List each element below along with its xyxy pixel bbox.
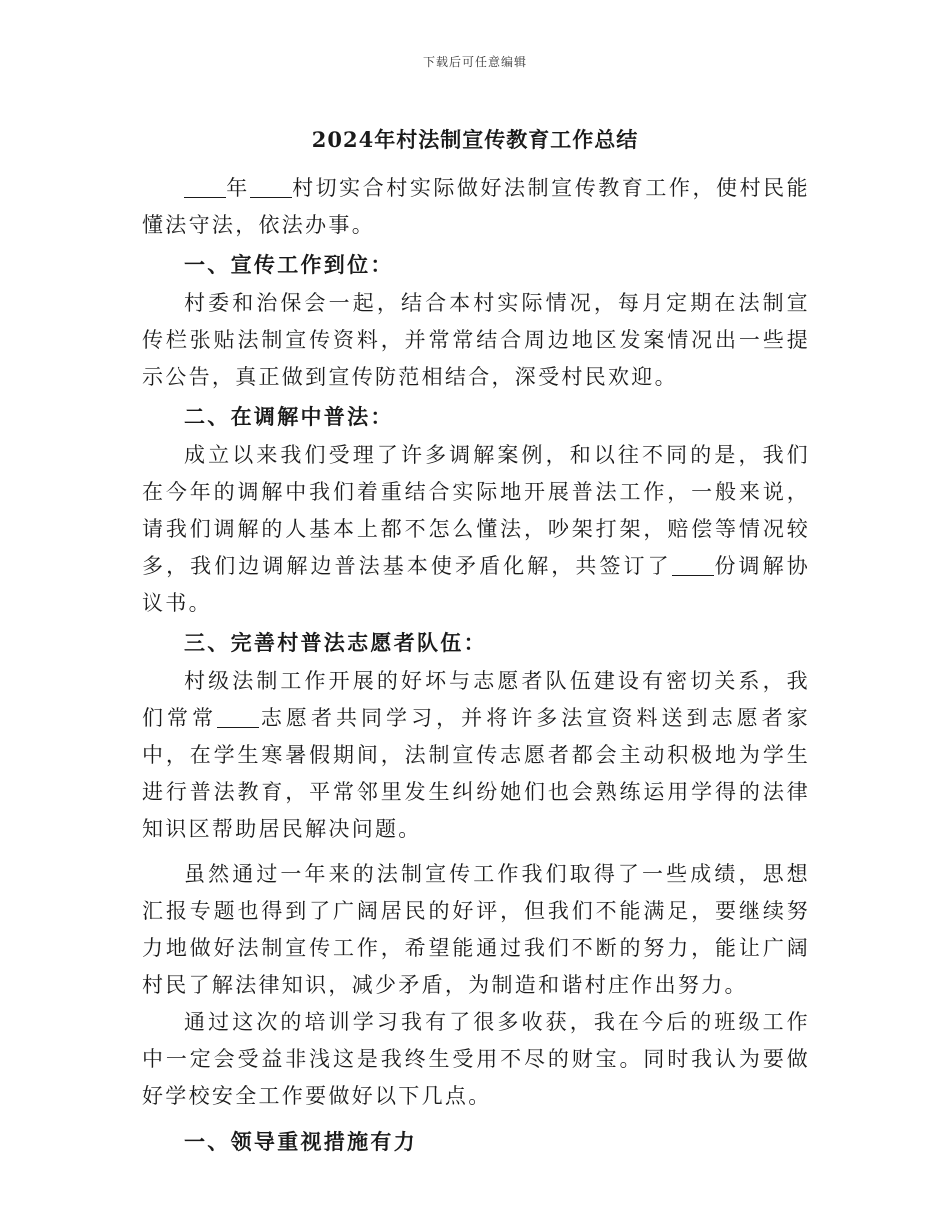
intro-paragraph — [142, 170, 810, 244]
conclusion-paragraph: 虽然通过一年来的法制宣传工作我们取得了一些成绩，思想汇报专题也得到了广阔居民的好评，但我们不能满足，要继续努力地做好法制宣传工作，希望能通过我们不断的努力，能让广阔村民了解法律知识，减少矛盾，为制造和谐村庄作出努力。 — [142, 862, 810, 997]
training-paragraph: 通过这次的培训学习我有了很多收获，我在今后的班级工作中一定会受益非浅这是我终生受用不尽的财宝。同时我认为要做好学校安全工作要做好以下几点。 — [142, 1010, 810, 1108]
document-body — [142, 170, 810, 1162]
blank-line — [184, 176, 226, 198]
section2-text-2: 份调解协议书。 — [142, 554, 810, 615]
section1-heading: 一、宣传工作到位： — [184, 252, 394, 277]
blank-line — [672, 554, 714, 576]
section2-text-1: 成立以来我们受理了许多调解案例，和以往不同的是，我们在今年的调解中我们着重结合实际地开展普法工作，一般来说，请我们调解的人基本上都不怎么懂法，吵架打架，赔偿等情况较多，我们边调解边普法基本使矛盾化解，共签订了 — [142, 443, 810, 578]
section3-heading: 三、完善村普法志愿者队伍： — [184, 630, 487, 655]
section2-heading: 二、在调解中普法： — [184, 404, 394, 429]
document-title: 2024年村法制宣传教育工作总结 — [311, 127, 639, 152]
header-note: 下载后可任意编辑 — [422, 55, 527, 69]
section3-paragraph — [142, 663, 810, 848]
intro-text-2: 村切实合村实际做好法制宣传教育工作，使村民能懂法守法，依法办事。 — [142, 176, 810, 237]
intro-text-1: 年 — [226, 176, 250, 200]
section1-paragraph: 村委和治保会一起，结合本村实际情况，每月定期在法制宣传栏张贴法制宣传资料，并常常结合周边地区发案情况出一些提示公告，真正做到宣传防范相结合，深受村民欢迎。 — [142, 291, 810, 389]
blank-line — [217, 706, 259, 728]
final-heading: 一、领导重视措施有力 — [184, 1129, 417, 1154]
section3-text-2: 志愿者共同学习，并将许多法宣资料送到志愿者家中，在学生寒暑假期间，法制宣传志愿者都会主动积极地为学生进行普法教育，平常邻里发生纠纷她们也会熟练运用学得的法律知识区帮助居民解决问题。 — [142, 706, 810, 841]
blank-line — [250, 176, 292, 198]
section3-text-1: 村级法制工作开展的好坏与志愿者队伍建设有密切关系，我们常常 — [142, 669, 810, 730]
section2-paragraph — [142, 437, 810, 622]
